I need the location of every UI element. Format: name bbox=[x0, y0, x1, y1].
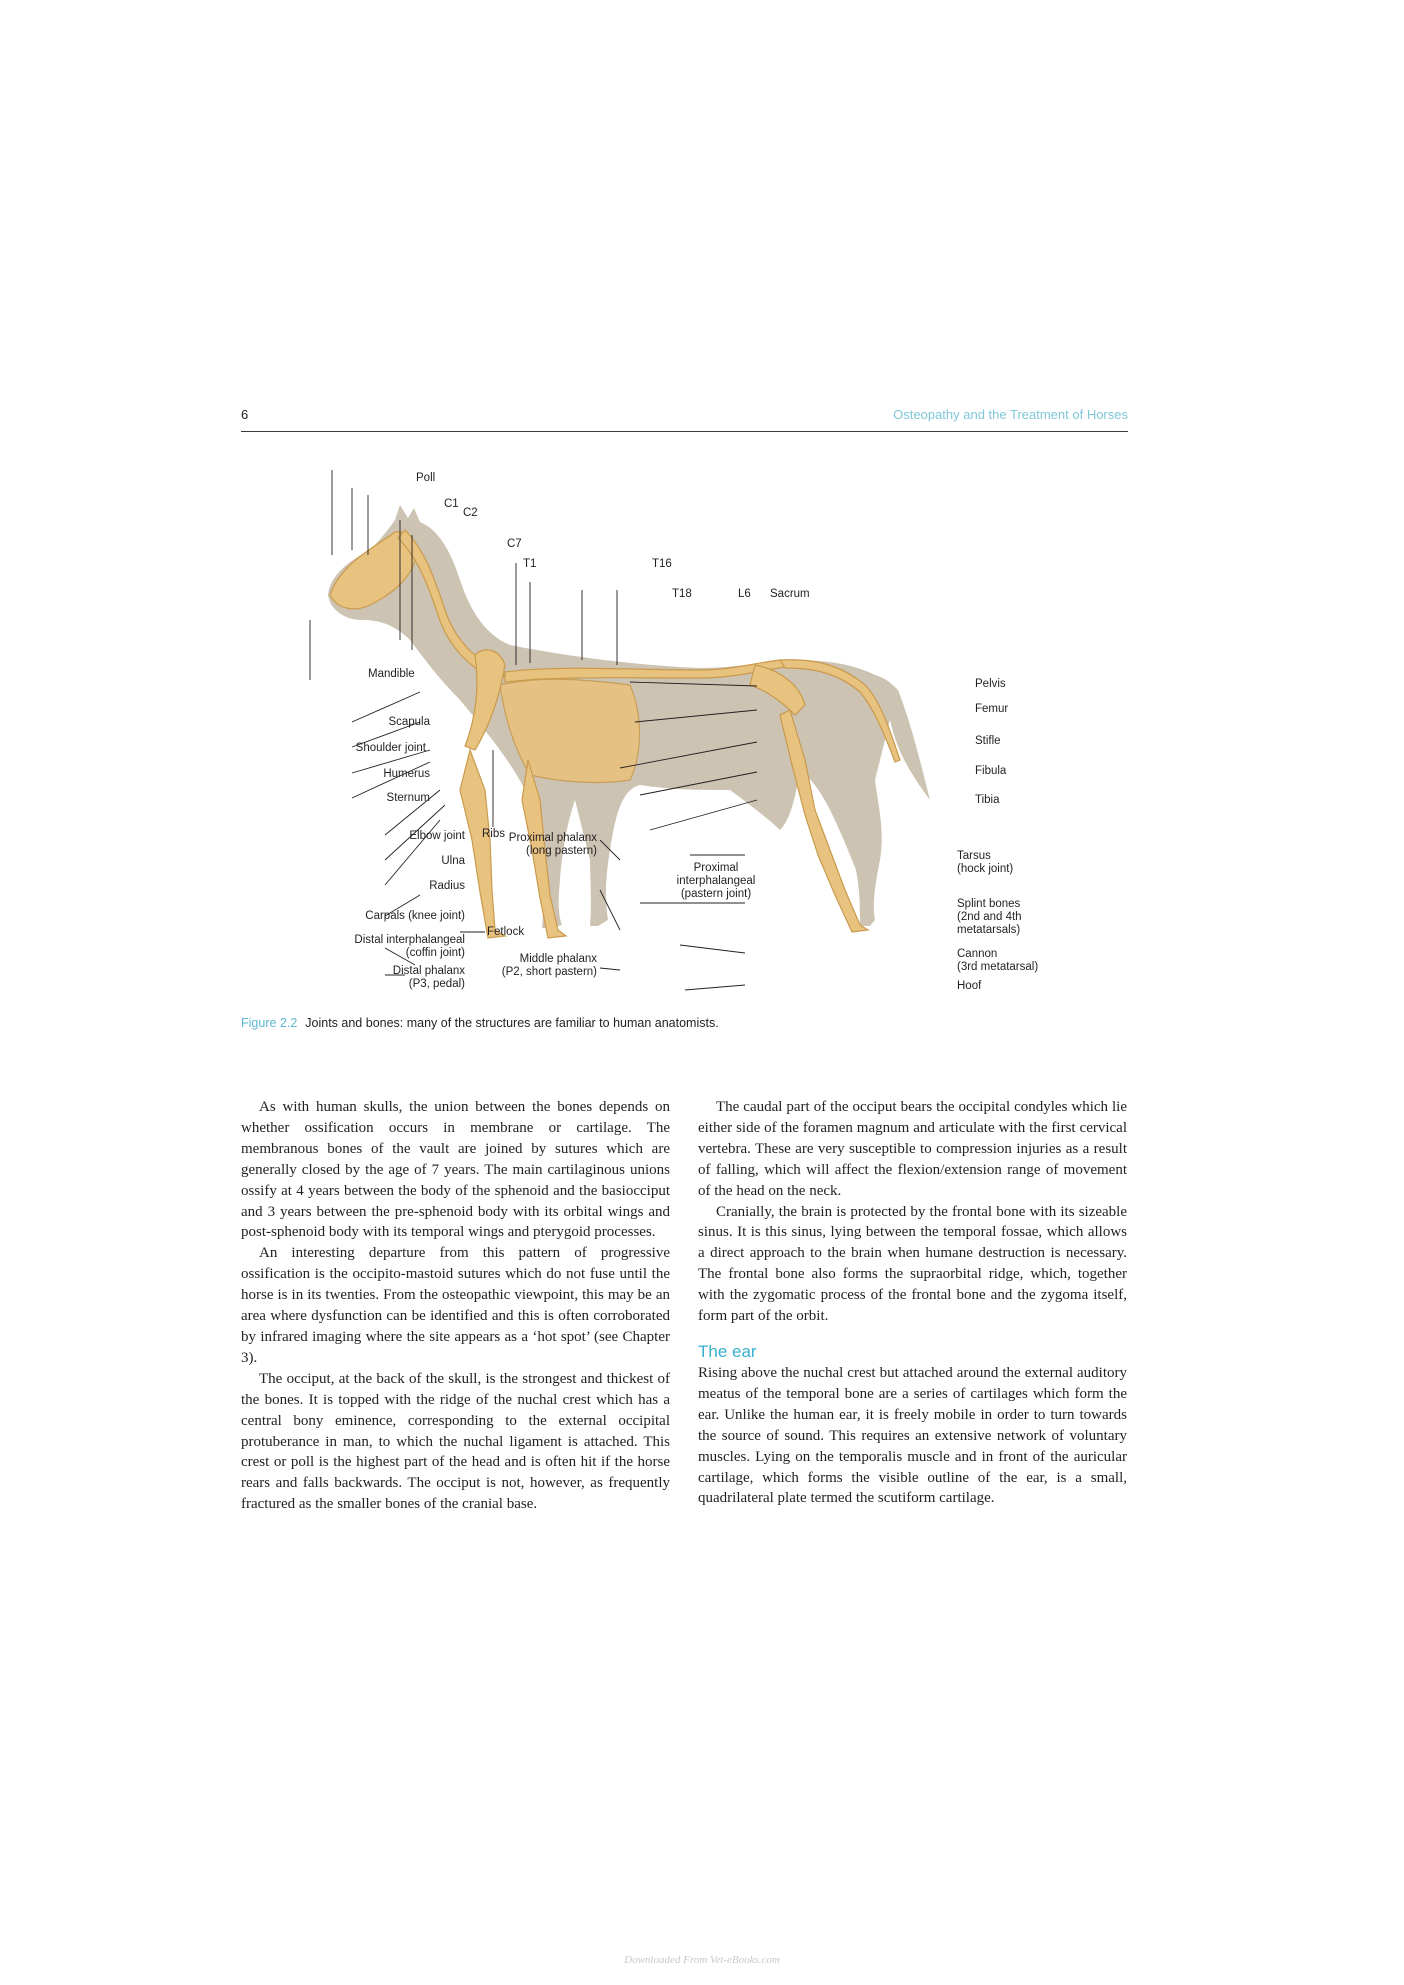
label-pelvis: Pelvis bbox=[975, 678, 1006, 690]
label-hoof: Hoof bbox=[957, 980, 982, 992]
label-radius: Radius bbox=[429, 880, 465, 892]
label-poll: Poll bbox=[416, 472, 436, 484]
running-header bbox=[241, 405, 1128, 432]
label-splint-bones bbox=[957, 898, 1022, 937]
label-proximal-phalanx-line2: (long pastern) bbox=[526, 845, 597, 857]
label-proximal-phalanx-line1: Proximal phalanx bbox=[508, 832, 597, 844]
label-carpals: Carpals (knee joint) bbox=[365, 910, 465, 922]
figure-number: Figure 2.2 bbox=[241, 1016, 298, 1030]
horse-skeleton-figure bbox=[300, 460, 1060, 1020]
figure-caption-text: Joints and bones: many of the structures are familiar to human anatomists. bbox=[305, 1016, 719, 1030]
label-sternum: Sternum bbox=[386, 792, 430, 804]
label-tarsus-line2: (hock joint) bbox=[957, 863, 1014, 875]
label-ulna: Ulna bbox=[441, 855, 465, 867]
label-middle-phalanx-line1: Middle phalanx bbox=[519, 953, 597, 965]
label-tarsus-line1: Tarsus bbox=[957, 850, 991, 862]
label-c2: C2 bbox=[463, 507, 478, 519]
label-distal-interphalangeal-line2: (coffin joint) bbox=[405, 947, 465, 959]
label-c7: C7 bbox=[507, 538, 522, 550]
label-splint-line1: Splint bones bbox=[957, 898, 1021, 910]
paragraph: As with human skulls, the union between the bones depends on whether ossification occurs in membrane or cartilage. The membranous bones of the vault are joined by sutures which are generally closed by the age of 7 years. The main cartilaginous unions ossify at 4 years between the body of the sphenoid and the basiocciput and 3 years between the pre-sphenoid body with its orbital wings and post-sphenoid body with its temporal wings and pterygoid processes. bbox=[241, 1099, 670, 1241]
label-distal-interphalangeal-line1: Distal interphalangeal bbox=[354, 934, 465, 946]
label-distal-phalanx-line1: Distal phalanx bbox=[392, 965, 465, 977]
label-tibia: Tibia bbox=[975, 794, 1000, 806]
label-elbow-joint: Elbow joint bbox=[409, 830, 465, 842]
forelimb bbox=[460, 750, 505, 938]
label-t16: T16 bbox=[652, 558, 672, 570]
label-distal-interphalangeal bbox=[354, 934, 465, 960]
label-tarsus bbox=[957, 850, 1013, 876]
label-cannon-line2: (3rd metatarsal) bbox=[957, 961, 1039, 973]
label-distal-phalanx-line2: (P3, pedal) bbox=[408, 978, 465, 990]
label-proximal-interphalangeal-line2: interphalangeal bbox=[676, 875, 756, 887]
label-proximal-interphalangeal bbox=[670, 862, 762, 901]
paragraph: The caudal part of the occiput bears the occipital condyles which lie either side of the foramen magnum and articulate with the first cervical vertebra. These are very susceptible to compression injuries as a result of falling, which will affect the flexion/extension range of movement of the head on the neck. bbox=[698, 1099, 1127, 1199]
running-title: Osteopathy and the Treatment of Horses bbox=[893, 407, 1128, 422]
section-heading-ear: The ear bbox=[698, 1341, 757, 1361]
label-middle-phalanx-line2: (P2, short pastern) bbox=[501, 966, 597, 978]
label-sacrum: Sacrum bbox=[770, 588, 810, 600]
paragraph: An interesting departure from this pattern of progressive ossification is the occipito-mastoid sutures which do not fuse until the horse is in its twenties. From the osteopathic viewpoint, this may be an area where dysfunction can be identified and this is often corroborated by infrared imaging where the site appears as a ‘hot spot’ (see Chapter 3). bbox=[241, 1245, 670, 1366]
paragraph: The occiput, at the back of the skull, is the strongest and thickest of the bones. It is topped with the ridge of the nuchal crest which has a central bony eminence, corresponding to the external occipital protuberance in man, to which the nuchal ligament is attached. This crest or poll is the highest part of the head and is often hit if the horse rears and falls backwards. The occiput is not, however, as frequently fractured as the smaller bones of the cranial base. bbox=[241, 1370, 670, 1513]
paragraph: Rising above the nuchal crest but attached around the external auditory meatus of the temporal bone are a series of cartilages which form the ear. Unlike the human ear, it is freely mobile in order to turn towards the source of sound. This requires an extensive network of voluntary muscles. Lying on the temporalis muscle and in front of the auricular cartilage, which forms the visible outline of the ear, is a small, quadrilateral plate termed the scutiform cartilage. bbox=[698, 1364, 1127, 1507]
label-proximal-interphalangeal-line1: Proximal bbox=[693, 862, 739, 874]
label-splint-line3: metatarsals) bbox=[957, 924, 1021, 936]
label-cannon bbox=[957, 948, 1038, 974]
label-t18: T18 bbox=[672, 588, 692, 600]
figure-caption bbox=[241, 1016, 719, 1030]
label-distal-phalanx bbox=[393, 965, 465, 991]
label-l6: L6 bbox=[738, 588, 751, 600]
label-splint-line2: (2nd and 4th bbox=[957, 911, 1022, 923]
label-fetlock: Fetlock bbox=[487, 926, 525, 938]
label-femur: Femur bbox=[975, 703, 1009, 715]
body-column-left bbox=[241, 1097, 670, 1515]
page-number: 6 bbox=[241, 407, 249, 422]
label-mandible: Mandible bbox=[368, 668, 415, 680]
label-proximal-interphalangeal-line3: (pastern joint) bbox=[680, 888, 752, 900]
label-ribs: Ribs bbox=[482, 828, 506, 840]
label-stifle: Stifle bbox=[975, 735, 1001, 747]
body-column-right bbox=[698, 1097, 1127, 1509]
watermark: Downloaded From Vet-eBooks.com bbox=[624, 1954, 780, 1966]
label-cannon-line1: Cannon bbox=[957, 948, 998, 960]
label-middle-phalanx bbox=[502, 953, 597, 979]
label-humerus: Humerus bbox=[383, 768, 430, 780]
paragraph: Cranially, the brain is protected by the frontal bone with its sizeable sinus. It is this sinus, lying between the temporal fossae, which allows a direct approach to the brain when humane destruction is necessary. The frontal bone also forms the supraorbital ridge, which, together with the zygomatic process of the frontal bone and the zygoma itself, form part of the orbit. bbox=[698, 1203, 1127, 1325]
label-t1: T1 bbox=[523, 558, 537, 570]
label-shoulder-joint: Shoulder joint bbox=[355, 742, 426, 754]
label-proximal-phalanx bbox=[509, 832, 597, 858]
label-fibula: Fibula bbox=[975, 765, 1007, 777]
label-scapula: Scapula bbox=[388, 716, 430, 728]
label-c1: C1 bbox=[444, 498, 459, 510]
